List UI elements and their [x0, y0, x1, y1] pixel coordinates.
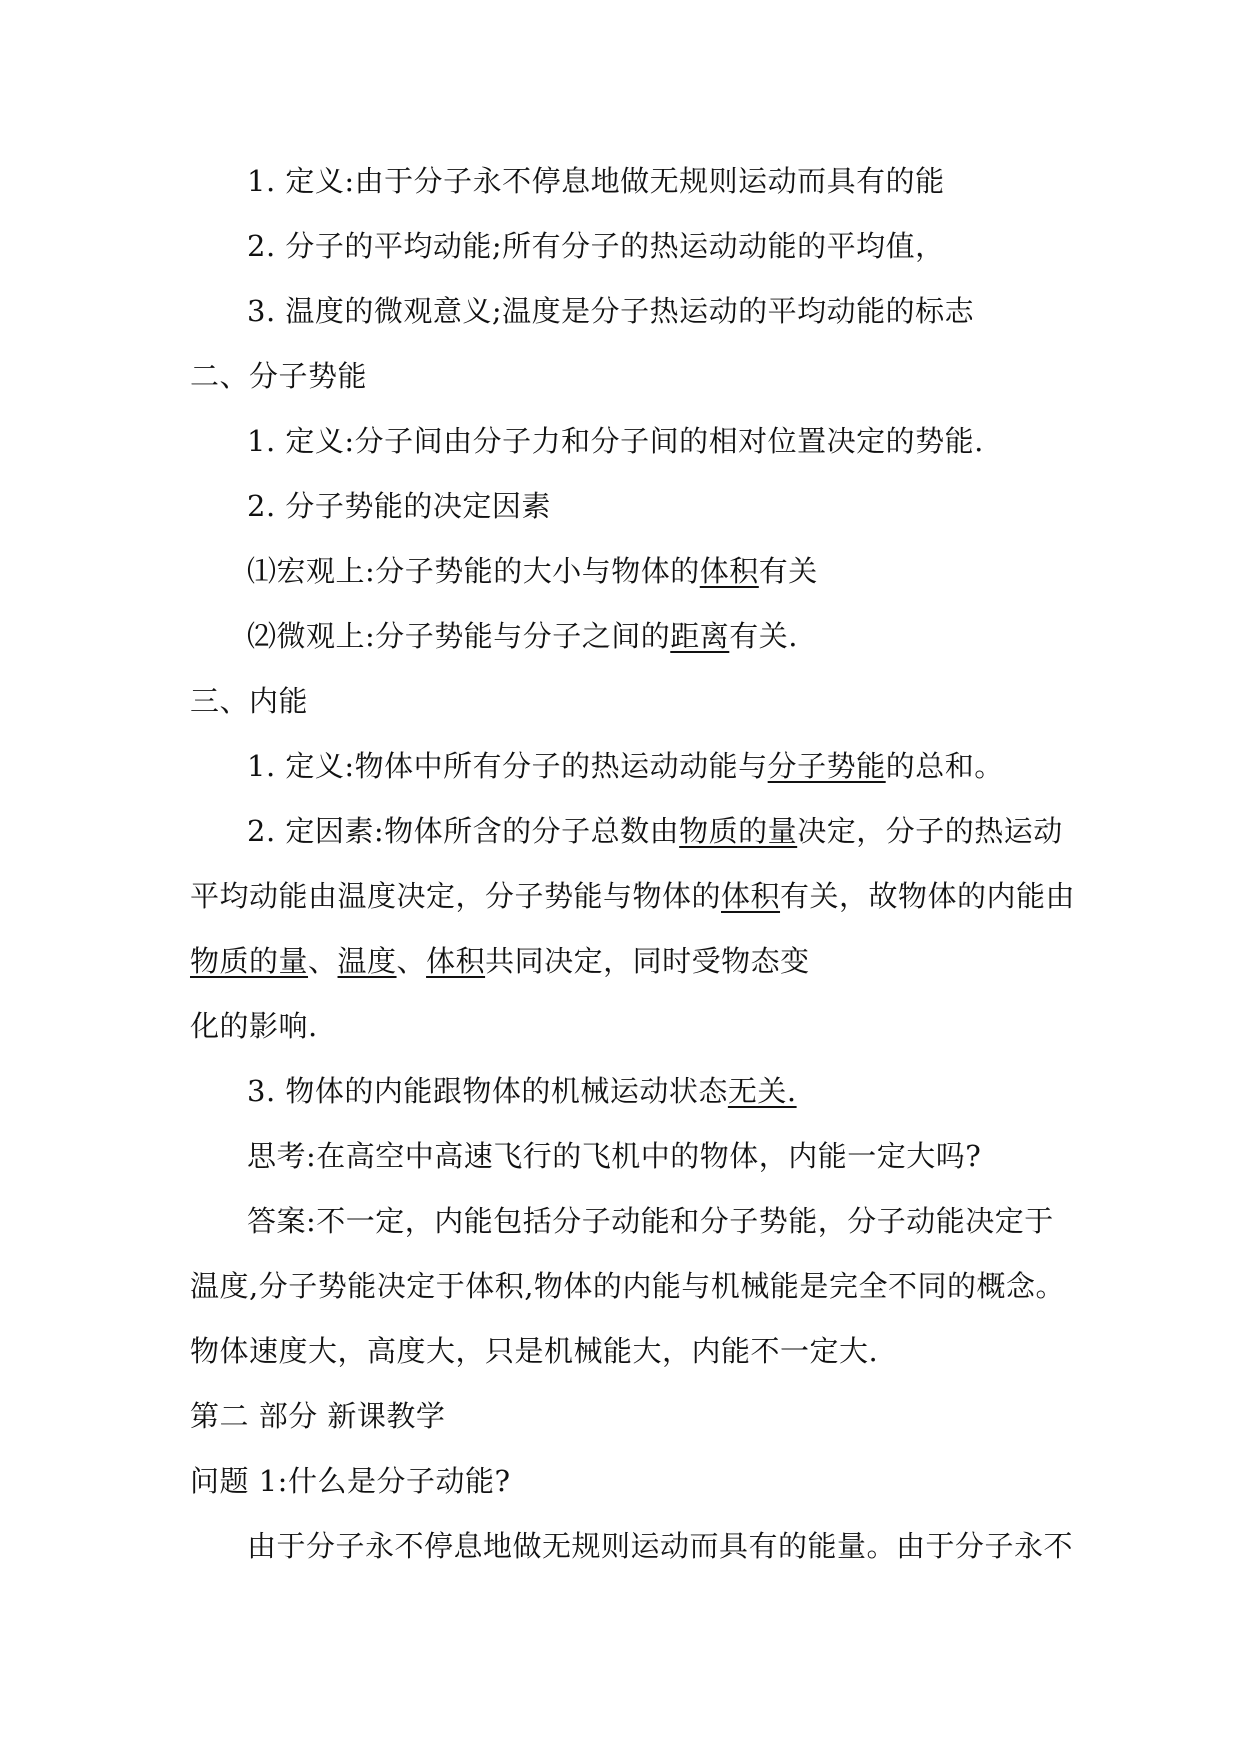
answer-line-3: 物体速度大，高度大，只是机械能大，内能不一定大. [190, 1334, 879, 1368]
text-segment: ⑴宏观上:分子势能的大小与物体的 [247, 554, 700, 588]
answer-line-1: 答案:不一定，内能包括分子动能和分子势能，分子动能决定于 [247, 1204, 1054, 1238]
text-segment: 决定，分子的热运动 [797, 814, 1063, 848]
text-segment: 、 [308, 944, 338, 978]
average-kinetic-energy: 2. 分子的平均动能;所有分子的热运动动能的平均值， [247, 229, 945, 263]
potential-energy-factors: 2. 分子势能的决定因素 [247, 489, 551, 523]
underlined-answer: 距离 [670, 619, 730, 653]
text-segment: 共同决定，同时受物态变 [485, 944, 810, 978]
text-segment: 有关，故物体的内能由 [780, 879, 1076, 913]
thinking-question: 思考:在高空中高速飞行的飞机中的物体，内能一定大吗? [247, 1139, 982, 1173]
question-1-answer: 由于分子永不停息地做无规则运动而具有的能量。由于分子永不 [247, 1529, 1074, 1563]
text-segment: 平均动能由温度决定，分子势能与物体的 [190, 879, 722, 913]
text-segment: 的总和。 [885, 749, 1004, 783]
macroscopic-factor [247, 553, 818, 589]
answer-line-2: 温度,分子势能决定于体积,物体的内能与机械能是完全不同的概念。 [190, 1269, 1065, 1303]
mechanical-motion-relation [247, 1073, 797, 1109]
text-segment: 、 [396, 944, 427, 978]
underlined-answer: 温度 [337, 944, 397, 978]
text-segment: 1. 定义:物体中所有分子的热运动动能与 [247, 749, 768, 783]
kinetic-energy-definition: 1. 定义:由于分子永不停息地做无规则运动而具有的能 [247, 164, 945, 198]
underlined-answer: 无关. [727, 1074, 797, 1108]
underlined-answer: 分子势能 [767, 749, 886, 783]
text-segment: 有关 [758, 554, 818, 588]
internal-energy-factors-cont [190, 878, 1075, 914]
text-segment: 有关. [729, 619, 799, 653]
text-segment: 3. 物体的内能跟物体的机械运动状态 [247, 1074, 728, 1108]
section-heading-internal-energy: 三、内能 [190, 684, 309, 718]
part-two-heading: 第二 部分 新课教学 [190, 1399, 446, 1433]
internal-energy-factors-cont3: 化的影响. [190, 1009, 318, 1043]
microscopic-factor [247, 618, 798, 654]
internal-energy-definition [247, 748, 1004, 784]
section-heading-potential-energy: 二、分子势能 [190, 359, 368, 393]
potential-energy-definition: 1. 定义:分子间由分子力和分子间的相对位置决定的势能. [247, 424, 984, 458]
internal-energy-factors [247, 813, 1063, 849]
underlined-answer: 物质的量 [679, 814, 798, 848]
question-1: 问题 1:什么是分子动能? [190, 1464, 511, 1498]
underlined-answer: 体积 [721, 879, 781, 913]
underlined-answer: 体积 [426, 944, 486, 978]
text-segment: 2. 定因素:物体所含的分子总数由 [247, 814, 680, 848]
temperature-meaning: 3. 温度的微观意义;温度是分子热运动的平均动能的标志 [247, 294, 975, 328]
underlined-answer: 体积 [699, 554, 759, 588]
text-segment: ⑵微观上:分子势能与分子之间的 [247, 619, 671, 653]
underlined-answer: 物质的量 [190, 944, 309, 978]
internal-energy-factors-cont2 [190, 943, 810, 979]
